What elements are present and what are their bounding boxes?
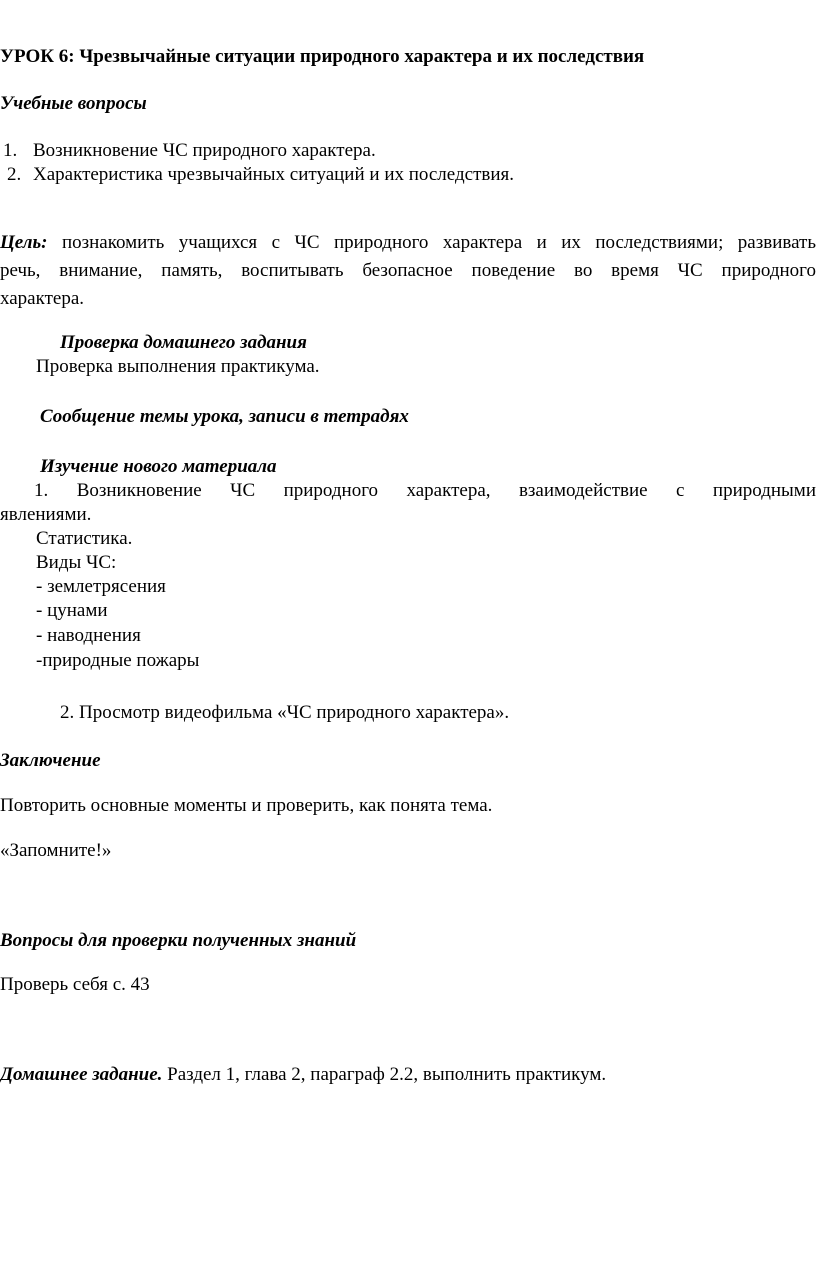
types-label: Виды ЧС: <box>36 552 117 573</box>
new-material-item-1-line-2: явлениями. <box>0 504 92 525</box>
page-title: УРОК 6: Чрезвычайные ситуации природного характера и их последствия <box>0 46 645 67</box>
question-1-number: 1. <box>3 140 18 161</box>
goal-line-2: речь, внимание, память, воспитывать безопасное поведение во время ЧС природного <box>0 260 816 281</box>
list-item: - землетрясения <box>36 576 166 597</box>
list-item: - цунами <box>36 600 108 621</box>
remember-text: «Запомните!» <box>0 840 112 861</box>
homework-label: Домашнее задание. <box>0 1064 163 1085</box>
homework-line <box>0 1064 606 1086</box>
conclusion-text: Повторить основные моменты и проверить, как понята тема. <box>0 795 493 816</box>
question-2-number: 2. <box>7 164 22 185</box>
list-item: - наводнения <box>36 625 141 646</box>
new-material-item-1-line-1: 1. Возникновение ЧС природного характера, взаимодействие с природными <box>34 480 816 501</box>
goal-line-1: Цель: познакомить учащихся с ЧС природного характера и их последствиями; развивать <box>0 232 816 253</box>
question-2-text: Характеристика чрезвычайных ситуаций и их последствия. <box>33 164 515 185</box>
goal-label: Цель: <box>0 232 48 253</box>
homework-text: Раздел 1, глава 2, параграф 2.2, выполнить практикум. <box>162 1064 607 1085</box>
topic-heading: Сообщение темы урока, записи в тетрадях <box>40 406 409 427</box>
statistics-text: Статистика. <box>36 528 133 549</box>
conclusion-heading: Заключение <box>0 750 101 771</box>
new-material-heading: Изучение нового материала <box>40 456 277 477</box>
review-text: Проверь себя с. 43 <box>0 974 150 995</box>
question-1-text: Возникновение ЧС природного характера. <box>33 140 376 161</box>
list-item: -природные пожары <box>36 650 200 671</box>
new-material-item-2: 2. Просмотр видеофильма «ЧС природного характера». <box>60 702 510 723</box>
questions-heading: Учебные вопросы <box>0 93 147 114</box>
question-1 <box>3 140 376 162</box>
homework-check-heading: Проверка домашнего задания <box>60 332 307 353</box>
question-2 <box>7 164 515 186</box>
goal-line-3: характера. <box>0 288 85 309</box>
homework-check-text: Проверка выполнения практикума. <box>36 356 320 377</box>
review-heading: Вопросы для проверки полученных знаний <box>0 930 357 951</box>
